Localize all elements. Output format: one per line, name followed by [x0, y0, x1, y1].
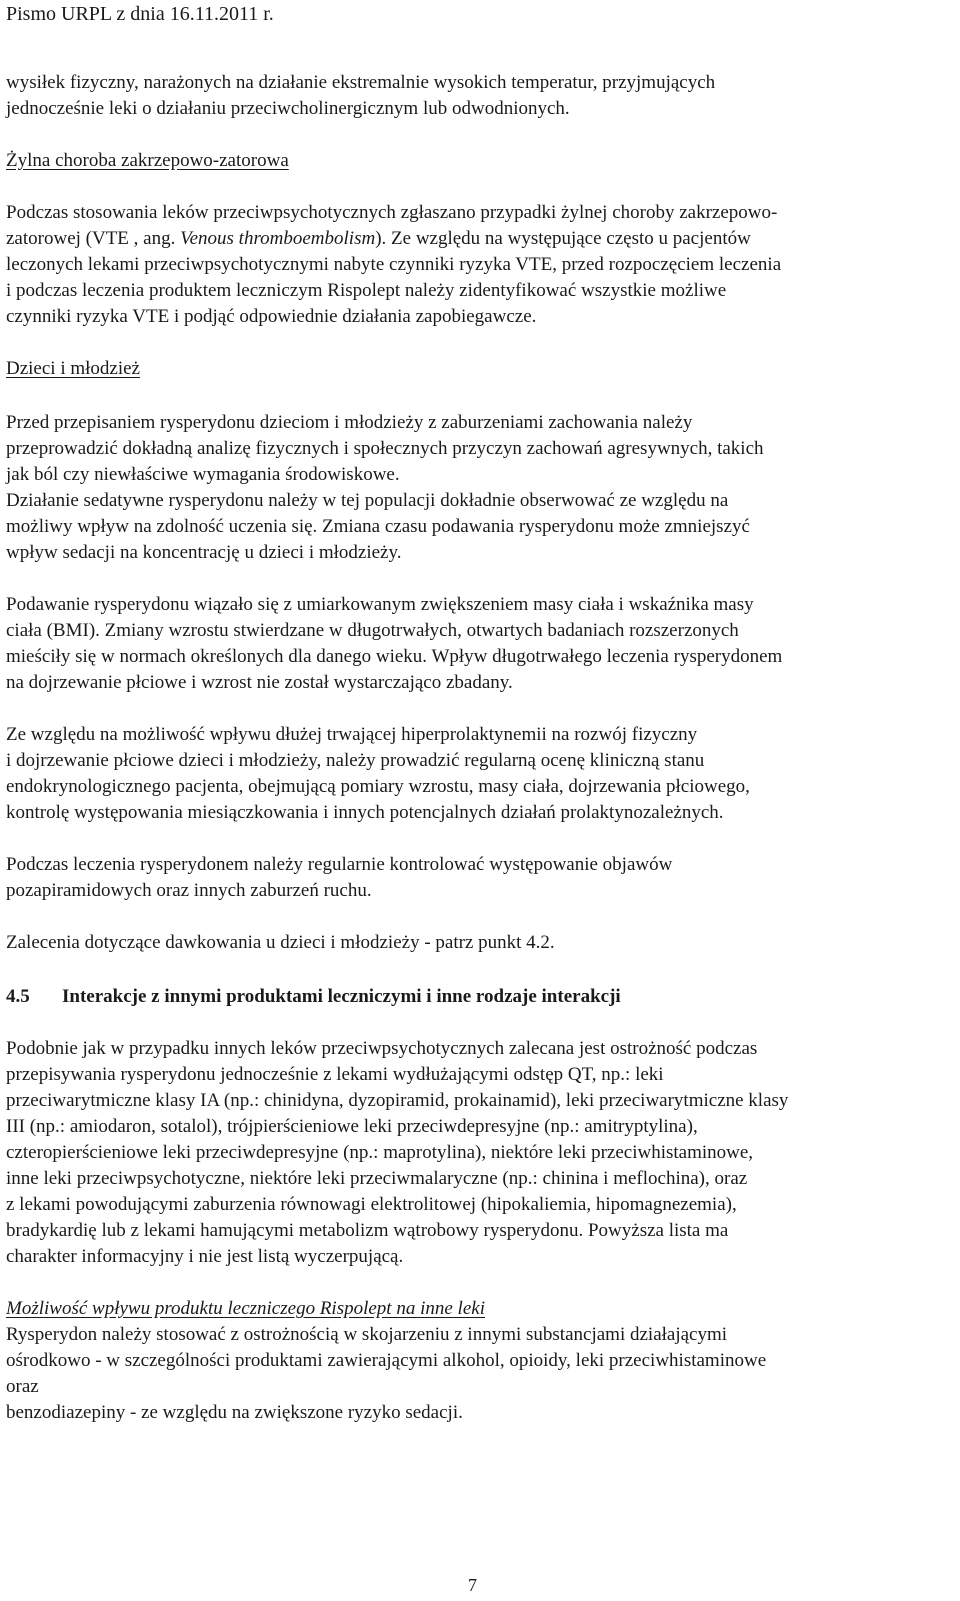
- text-line: Przed przepisaniem rysperydonu dzieciom i młodzieży z zaburzeniami zachowania należy: [6, 412, 693, 433]
- text-line: czteropierścieniowe leki przeciwdepresyjne (np.: maprotylina), niektóre leki przeciwhistaminowe,: [6, 1142, 754, 1163]
- paragraph-children-2: [6, 592, 954, 696]
- text-line: Podczas stosowania leków przeciwpsychotycznych zgłaszano przypadki żylnej choroby zakrzepowo-: [6, 202, 778, 223]
- paragraph-children-3: [6, 722, 954, 826]
- text-line: na dojrzewanie płciowe i wzrost nie został wystarczająco zbadany.: [6, 672, 513, 693]
- section-heading-4-5: [6, 984, 954, 1010]
- text-line: leczonych lekami przeciwpsychotycznymi nabyte czynniki ryzyka VTE, przed rozpoczęciem leczenia: [6, 254, 782, 275]
- paragraph-children-4: [6, 852, 954, 904]
- text-line: ciała (BMI). Zmiany wzrostu stwierdzane w długotrwałych, otwartych badaniach rozszerzonych: [6, 620, 739, 641]
- text-line: inne leki przeciwpsychotyczne, niektóre leki przeciwmalaryczne (np.: chinina i meflochina), oraz: [6, 1168, 748, 1189]
- text-line: z lekami powodującymi zaburzenia równowagi elektrolitowej (hipokaliemia, hipomagnezemia),: [6, 1194, 737, 1215]
- paragraph-vte: [6, 200, 954, 330]
- text-line: Rysperydon należy stosować z ostrożnością w skojarzeniu z innymi substancjami działającymi: [6, 1324, 728, 1345]
- page-header: Pismo URPL z dnia 16.11.2011 r.: [6, 3, 274, 25]
- subheading-children: Dzieci i młodzież: [6, 358, 140, 379]
- subheading-vte: Żylna choroba zakrzepowo-zatorowa: [6, 150, 289, 171]
- text-line: Zalecenia dotyczące dawkowania u dzieci i młodzieży - patrz punkt 4.2.: [6, 932, 555, 953]
- text-line: jednocześnie leki o działaniu przeciwcholinergicznym lub odwodnionych.: [6, 98, 570, 119]
- text-line: przeprowadzić dokładną analizę fizycznych i społecznych przyczyn zachowań agresywnych, takich: [6, 438, 764, 459]
- paragraph-interactions: [6, 1036, 954, 1270]
- text-line: jak ból czy niewłaściwe wymagania środowiskowe.: [6, 464, 400, 485]
- text-line: pozapiramidowych oraz innych zaburzeń ruchu.: [6, 880, 372, 901]
- text-line: wpływ sedacji na koncentrację u dzieci i młodzieży.: [6, 542, 402, 563]
- subheading-effect: Możliwość wpływu produktu leczniczego Rispolept na inne leki: [6, 1298, 485, 1319]
- section-number: 4.5: [6, 986, 30, 1007]
- text-line: przeciwarytmiczne klasy IA (np.: chinidyna, dyzopiramid, prokainamid), leki przeciwarytmiczne klasy: [6, 1090, 789, 1111]
- text-line: kontrolę występowania miesiączkowania i innych potencjalnych działań prolaktynozależnych.: [6, 802, 724, 823]
- text-line: wysiłek fizyczny, narażonych na działanie ekstremalnie wysokich temperatur, przyjmujących: [6, 72, 716, 93]
- section-title: Interakcje z innymi produktami leczniczymi i inne rodzaje interakcji: [62, 986, 621, 1007]
- text-line: i dojrzewanie płciowe dzieci i młodzieży, należy prowadzić regularną ocenę kliniczną stanu: [6, 750, 705, 771]
- paragraph-children-5: [6, 930, 954, 956]
- text-line: przepisywania rysperydonu jednocześnie z lekami wydłużającymi odstęp QT, np.: leki: [6, 1064, 664, 1085]
- text-line: możliwy wpływ na zdolność uczenia się. Zmiana czasu podawania rysperydonu może zmniejszyć: [6, 516, 750, 537]
- paragraph-children-1: [6, 410, 954, 566]
- page-number: 7: [468, 1575, 477, 1595]
- text-line: Ze względu na możliwość wpływu dłużej trwającej hiperprolaktynemii na rozwój fizyczny: [6, 724, 698, 745]
- text-line: czynniki ryzyka VTE i podjąć odpowiednie działania zapobiegawcze.: [6, 306, 537, 327]
- paragraph-effect: [6, 1322, 954, 1426]
- text-line: oraz: [6, 1376, 39, 1397]
- text-line: charakter informacyjny i nie jest listą wyczerpującą.: [6, 1246, 404, 1267]
- text-line: benzodiazepiny - ze względu na zwiększone ryzyko sedacji.: [6, 1402, 463, 1423]
- text-line: Podobnie jak w przypadku innych leków przeciwpsychotycznych zalecana jest ostrożność podczas: [6, 1038, 758, 1059]
- text-line: zatorowej (VTE , ang. Venous thromboembolism). Ze względu na występujące często u pacjentów: [6, 228, 751, 249]
- text-line: Podawanie rysperydonu wiązało się z umiarkowanym zwiększeniem masy ciała i wskaźnika masy: [6, 594, 754, 615]
- text-line: mieściły się w normach określonych dla danego wieku. Wpływ długotrwałego leczenia rysperydonem: [6, 646, 783, 667]
- text-line: bradykardię lub z lekami hamującymi metabolizm wątrobowy rysperydonu. Powyższa lista ma: [6, 1220, 729, 1241]
- text-line: Podczas leczenia rysperydonem należy regularnie kontrolować występowanie objawów: [6, 854, 673, 875]
- text-line: III (np.: amiodaron, sotalol), trójpierścieniowe leki przeciwdepresyjne (np.: amitryptylina),: [6, 1116, 698, 1137]
- italic-term: Venous thromboembolism: [180, 228, 376, 249]
- text-line: endokrynologicznego pacjenta, obejmującą pomiary wzrostu, masy ciała, dojrzewania płciowego,: [6, 776, 750, 797]
- text-line: Działanie sedatywne rysperydonu należy w tej populacji dokładnie obserwować ze względu na: [6, 490, 729, 511]
- text-line: i podczas leczenia produktem leczniczym Rispolept należy zidentyfikować wszystkie możliwe: [6, 280, 727, 301]
- paragraph-continuation: [6, 70, 954, 122]
- text-line: ośrodkowo - w szczególności produktami zawierającymi alkohol, opioidy, leki przeciwhistaminowe: [6, 1350, 767, 1371]
